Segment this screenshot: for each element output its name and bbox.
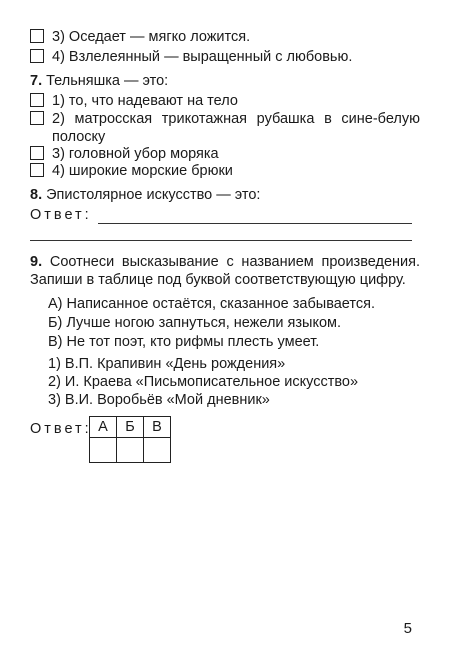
option-text: 3) головной убор моряка	[52, 146, 219, 162]
q9-prompt	[30, 253, 420, 289]
option-text: 1) то, что надевают на тело	[52, 93, 238, 109]
q9-statement-a: А) Написанное остаётся, сказанное забывается.	[48, 296, 375, 312]
q6-option-3[interactable]	[30, 28, 420, 46]
table-header-c: В	[144, 417, 171, 438]
q7-option-2[interactable]	[30, 110, 420, 146]
q8-number: 8.	[30, 187, 43, 203]
checkbox[interactable]	[30, 49, 44, 63]
q9-text: Соотнеси высказывание с названием произведения. Запиши в таблице под буквой соответствующую цифру.	[30, 254, 421, 288]
q9-work-2: 2) И. Краева «Письмописательное искусство»	[48, 374, 359, 390]
table-header-b: Б	[117, 417, 144, 438]
table-answer-a[interactable]	[90, 438, 117, 463]
q8-prompt	[30, 186, 420, 204]
option-text: 2) матросская трикотажная рубашка в сине-белую полоску	[52, 111, 420, 145]
q7-prompt	[30, 72, 420, 90]
option-text: 4) широкие морские брюки	[52, 163, 233, 179]
q9-answer-label: Ответ:	[30, 421, 92, 437]
table-answer-b[interactable]	[117, 438, 144, 463]
q9-statement-b: Б) Лучше ногою запнуться, нежели языком.	[48, 315, 342, 331]
answer-line[interactable]	[98, 209, 412, 224]
option-text: 3) Оседает — мягко ложится.	[52, 29, 251, 45]
q8-answer	[30, 206, 412, 224]
checkbox[interactable]	[30, 163, 44, 177]
page-number: 5	[403, 620, 412, 637]
checkbox[interactable]	[30, 111, 44, 125]
checkbox[interactable]	[30, 93, 44, 107]
q9-number: 9.	[30, 254, 43, 270]
q7-option-1[interactable]	[30, 92, 420, 110]
q7-number: 7.	[30, 73, 43, 89]
q9-work-1: 1) В.П. Крапивин «День рождения»	[48, 356, 286, 372]
answer-label: Ответ:	[30, 207, 92, 223]
table-answer-row	[90, 438, 171, 463]
q7-option-4[interactable]	[30, 162, 420, 180]
answer-line-2[interactable]	[30, 240, 412, 241]
q9-statement-c: В) Не тот поэт, кто рифмы плесть умеет.	[48, 334, 320, 350]
q9-work-3: 3) В.И. Воробьёв «Мой дневник»	[48, 392, 270, 408]
checkbox[interactable]	[30, 29, 44, 43]
q7-text: Тельняшка — это:	[46, 73, 169, 89]
table-answer-c[interactable]	[144, 438, 171, 463]
table-header-row	[90, 417, 171, 438]
q7-option-3[interactable]	[30, 145, 420, 163]
option-text: 4) Взлелеянный — выращенный с любовью.	[52, 49, 353, 65]
q6-option-4[interactable]	[30, 48, 420, 66]
q8-text: Эпистолярное искусство — это:	[46, 187, 261, 203]
q9-answer-table	[89, 416, 171, 463]
checkbox[interactable]	[30, 146, 44, 160]
table-header-a: А	[90, 417, 117, 438]
